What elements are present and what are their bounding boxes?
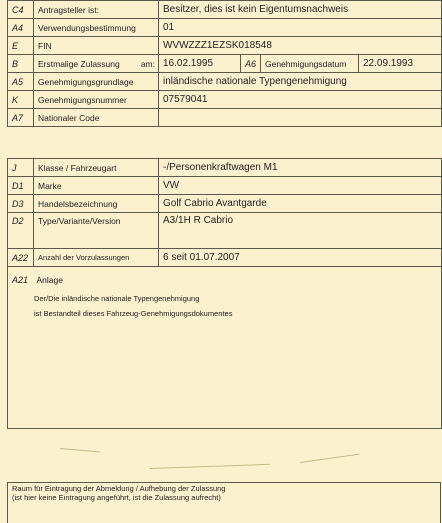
anlage-line-1: Der/Die inländische nationale Typengenehmigung bbox=[34, 294, 200, 303]
anlage-code: A21 bbox=[12, 275, 29, 285]
field-code: J bbox=[8, 159, 34, 177]
field-label: Klasse / Fahrzeugart bbox=[34, 159, 159, 177]
field-label bbox=[34, 55, 159, 73]
row-d2 bbox=[8, 213, 442, 249]
field-value: A3/1H R Cabrio bbox=[159, 213, 442, 249]
field-label: Genehmigungsgrundlage bbox=[34, 73, 159, 91]
row-e bbox=[8, 37, 442, 55]
abmeldung-line-2: (ist hier keine Eintragung angeführt, ist die Zulassung aufrecht) bbox=[12, 493, 221, 502]
row-d1 bbox=[8, 177, 442, 195]
field-code: A22 bbox=[8, 249, 34, 267]
field-code: A5 bbox=[8, 73, 34, 91]
field-label: Type/Variante/Version bbox=[34, 213, 159, 249]
field-code: C4 bbox=[8, 1, 34, 19]
row-j bbox=[8, 159, 442, 177]
row-d3 bbox=[8, 195, 442, 213]
row-a5 bbox=[8, 73, 442, 91]
am-label: am: bbox=[140, 58, 155, 69]
field-code: A6 bbox=[241, 55, 261, 73]
field-value: Besitzer, dies ist kein Eigentumsnachweis bbox=[159, 1, 442, 19]
field-value: -/Personenkraftwagen M1 bbox=[159, 159, 442, 177]
row-a7 bbox=[8, 109, 442, 127]
field-value: WVWZZZ1EZSK018548 bbox=[159, 37, 442, 55]
field-label: Verwendungsbestimmung bbox=[34, 19, 159, 37]
field-label: Antragsteller ist: bbox=[34, 1, 159, 19]
field-label: Handelsbezeichnung bbox=[34, 195, 159, 213]
row-k bbox=[8, 91, 442, 109]
field-code: K bbox=[8, 91, 34, 109]
genehmigungsdatum-label: Genehmigungsdatum bbox=[261, 55, 359, 73]
anlage-line-2: ist Bestandteil dieses Fahrzeug-Genehmigungsdokumentes bbox=[34, 309, 233, 318]
field-code: D2 bbox=[8, 213, 34, 249]
anlage-label: Anlage bbox=[36, 275, 63, 285]
vehicle-registration-table bbox=[7, 0, 442, 127]
field-code: D1 bbox=[8, 177, 34, 195]
field-value: inländische nationale Typengenehmigung bbox=[159, 73, 442, 91]
anlage-cell bbox=[8, 267, 442, 429]
row-a22 bbox=[8, 249, 442, 267]
field-label: FIN bbox=[34, 37, 159, 55]
field-value bbox=[159, 109, 442, 127]
vehicle-type-table bbox=[7, 158, 442, 429]
row-a4 bbox=[8, 19, 442, 37]
paper-scratch bbox=[150, 464, 270, 469]
abmeldung-line-1: Raum für Eintragung der Abmeldung / Aufhebung der Zulassung bbox=[12, 484, 226, 493]
erstzulassung-value: 16.02.1995 bbox=[159, 55, 241, 73]
field-value: 07579041 bbox=[159, 91, 442, 109]
field-code: D3 bbox=[8, 195, 34, 213]
field-value: 6 seit 01.07.2007 bbox=[159, 249, 442, 267]
field-code: B bbox=[8, 55, 34, 73]
field-code: E bbox=[8, 37, 34, 55]
field-label: Nationaler Code bbox=[34, 109, 159, 127]
paper-scratch bbox=[300, 454, 360, 463]
erstzulassung-label: Erstmalige Zulassung bbox=[38, 58, 120, 69]
field-value: Golf Cabrio Avantgarde bbox=[159, 195, 442, 213]
row-a21 bbox=[8, 267, 442, 429]
row-c4 bbox=[8, 1, 442, 19]
paper-scratch bbox=[60, 448, 100, 452]
row-b bbox=[8, 55, 442, 73]
field-label: Genehmigungsnummer bbox=[34, 91, 159, 109]
field-code: A7 bbox=[8, 109, 34, 127]
field-value: 01 bbox=[159, 19, 442, 37]
field-label: Marke bbox=[34, 177, 159, 195]
field-label: Anzahl der Vorzulassungen bbox=[34, 249, 159, 267]
abmeldung-box bbox=[7, 482, 441, 523]
field-code: A4 bbox=[8, 19, 34, 37]
field-value: VW bbox=[159, 177, 442, 195]
genehmigungsdatum-value: 22.09.1993 bbox=[359, 55, 442, 73]
